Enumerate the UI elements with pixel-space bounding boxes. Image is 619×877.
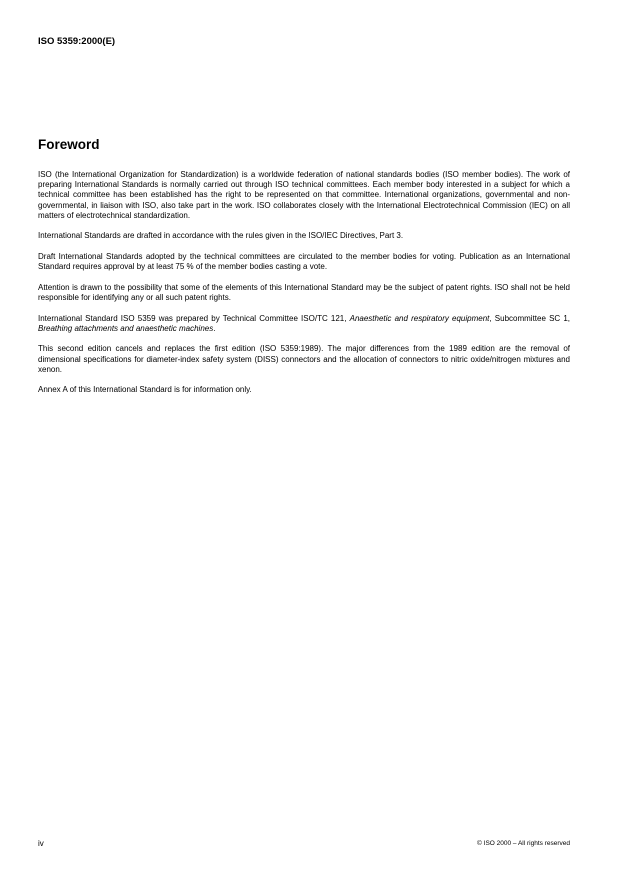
section-heading: Foreword <box>38 137 100 152</box>
document-identifier: ISO 5359:2000(E) <box>38 36 116 47</box>
paragraph-annex-note: Annex A of this International Standard is for information only. <box>38 385 252 395</box>
committee-text-1: International Standard ISO 5359 was prepared by Technical Committee ISO/TC 121, <box>38 313 350 323</box>
subcommittee-title: Breathing attachments and anaesthetic machines <box>38 323 214 333</box>
committee-text-3: . <box>213 323 216 333</box>
paragraph-drafting-rules: International Standards are drafted in accordance with the rules given in the ISO/IEC Directives, Part 3. <box>38 231 404 241</box>
committee-title: Anaesthetic and respiratory equipment <box>349 313 490 323</box>
paragraph-voting: Draft International Standards adopted by the technical committees are circulated to the member bodies for voting. Publication as an International Standard requires approval by at least 75 % of the member bodies casting a vote. <box>38 252 570 272</box>
foreword-body <box>38 170 570 396</box>
committee-text-2: , Subcommittee SC 1, <box>489 313 571 323</box>
paragraph-committee <box>38 314 570 334</box>
paragraph-edition-changes: This second edition cancels and replaces the first edition (ISO 5359:1989). The major differences from the 1989 edition are the removal of dimensional specifications for diameter-index safety system (DISS) connectors and the allocation of connectors to nitric oxide/nitrogen mixtures and xenon. <box>38 344 570 374</box>
paragraph-iso-overview: ISO (the International Organization for Standardization) is a worldwide federation of national standards bodies (ISO member bodies). The work of preparing International Standards is normally carried out through ISO technical committees. Each member body interested in a subject for which a technical committee has been established has the right to be represented on that committee. International organizations, governmental and non-governmental, in liaison with ISO, also take part in the work. ISO collaborates closely with the International Electrotechnical Commission (IEC) on all matters of electrotechnical standardization. <box>38 170 570 220</box>
page-number: iv <box>38 839 44 848</box>
copyright-notice: © ISO 2000 – All rights reserved <box>477 840 570 847</box>
paragraph-patent-rights: Attention is drawn to the possibility that some of the elements of this International Standard may be the subject of patent rights. ISO shall not be held responsible for identifying any or all such patent rights. <box>38 282 570 302</box>
